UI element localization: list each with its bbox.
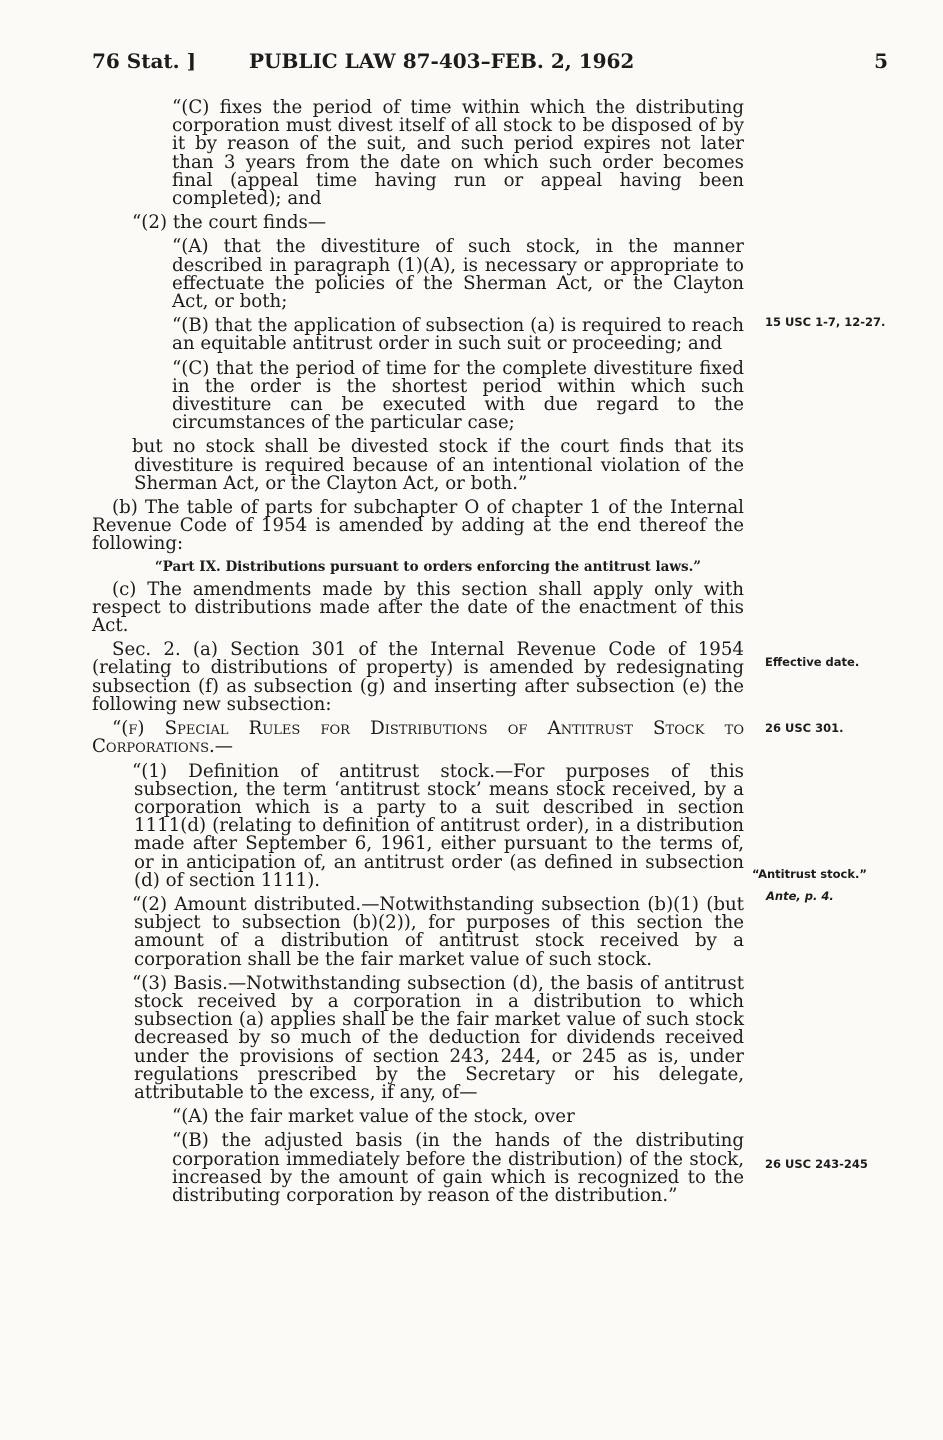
body-text (92, 99, 744, 1211)
margin-note-effective-date: Effective date. (765, 655, 860, 669)
table-of-parts-entry: “Part IX. Distributions pursuant to orders enforcing the antitrust laws.” (154, 558, 702, 575)
paragraph-2c: “(C) that the period of time for the complete divestiture fixed in the order is the shortest period within which such divestiture can be executed with due regard to the circumstances of the particular case; (172, 357, 744, 434)
paragraph-f3b: “(B) the adjusted basis (in the hands of the distributing corporation immediately before the distribution) of the stock, increased by the amount of gain which is recognized to the distributing corporation by reason of the distribution.” (172, 1130, 744, 1206)
paragraph-2b: “(B) that the application of subsection (a) is required to reach an equitable antitrust order in such suit or proceeding; and (172, 315, 744, 355)
paragraph-f2: “(2) Amount distributed.—Notwithstanding subsection (b)(1) (but subject to subsection (b)(2)), for purposes of this section the amount of a distribution of antitrust stock received by a corporation shall be the fair market value of such stock. (132, 893, 744, 970)
margin-note-26-usc-301: 26 USC 301. (765, 721, 844, 735)
paragraph-2a: “(A) that the divestiture of such stock, in the manner described in paragraph (1)(A), is necessary or appropriate to effectuate the policies of the Sherman Act, or the Clayton Act, or both; (172, 236, 744, 313)
statute-reference: 76 Stat. ] (92, 49, 197, 73)
section-2-a: Sec. 2. (a) Section 301 of the Internal Revenue Code of 1954 (relating to distributions of property) is amended by redesignating subsection (f) as subsection (g) and inserting after subsection (e) the following new subsection: (92, 639, 744, 715)
page-header (92, 49, 892, 79)
paragraph-c: (c) The amendments made by this section shall apply only with respect to distributions made after the date of the enactment of this Act. (92, 578, 744, 637)
margin-note-ante: Ante, p. 4. (766, 889, 834, 903)
subsection-f-heading: “(f) Special Rules for Distributions of Antitrust Stock to Corporations.— (92, 718, 744, 758)
paragraph-b: (b) The table of parts for subchapter O of chapter 1 of the Internal Revenue Code of 1954 is amended by adding at the end thereof the following: (92, 497, 744, 555)
paragraph-f1: “(1) Definition of antitrust stock.—For purposes of this subsection, the term ‘antitrust stock’ means stock received, by a corporation which is a party to a suit described in section 1111(d) (relating to definition of antitrust order), in a distribution made after September 6, 1961, either pursuant to the terms of, or in anticipation of, an antitrust order (as defined in subsection (d) of section 1111). (132, 760, 744, 891)
paragraph-2: “(2) the court finds— (132, 212, 327, 234)
paragraph-f3a: “(A) the fair market value of the stock, over (172, 1106, 575, 1128)
paragraph-f3: “(3) Basis.—Notwithstanding subsection (d), the basis of antitrust stock received by a corporation in a distribution to which subsection (a) applies shall be the fair market value of such stock decreased by so much of the deduction for dividends received under the provisions of section 243, 244, or 245 as is, under regulations prescribed by the Secretary or his delegate, attributable to the excess, if any, of— (132, 972, 744, 1103)
margin-note-antitrust-stock: “Antitrust stock.” (752, 867, 867, 881)
page-title: PUBLIC LAW 87-403–FEB. 2, 1962 (249, 49, 635, 73)
margin-note-15-usc: 15 USC 1-7, 12-27. (765, 315, 886, 329)
paragraph-proviso: but no stock shall be divested stock if the court finds that its divestiture is required because of an intentional violation of the Sherman Act, or the Clayton Act, or both.” (132, 436, 744, 494)
margin-note-26-usc-243: 26 USC 243-245 (765, 1157, 868, 1171)
page-number: 5 (874, 49, 888, 73)
paragraph-1c: “(C) fixes the period of time within which the distributing corporation must divest itself of all stock to be disposed of by it by reason of the suit, and such period expires not later than 3 years from the date on which such order becomes final (appeal time having run or appeal having been completed); and (172, 97, 744, 210)
